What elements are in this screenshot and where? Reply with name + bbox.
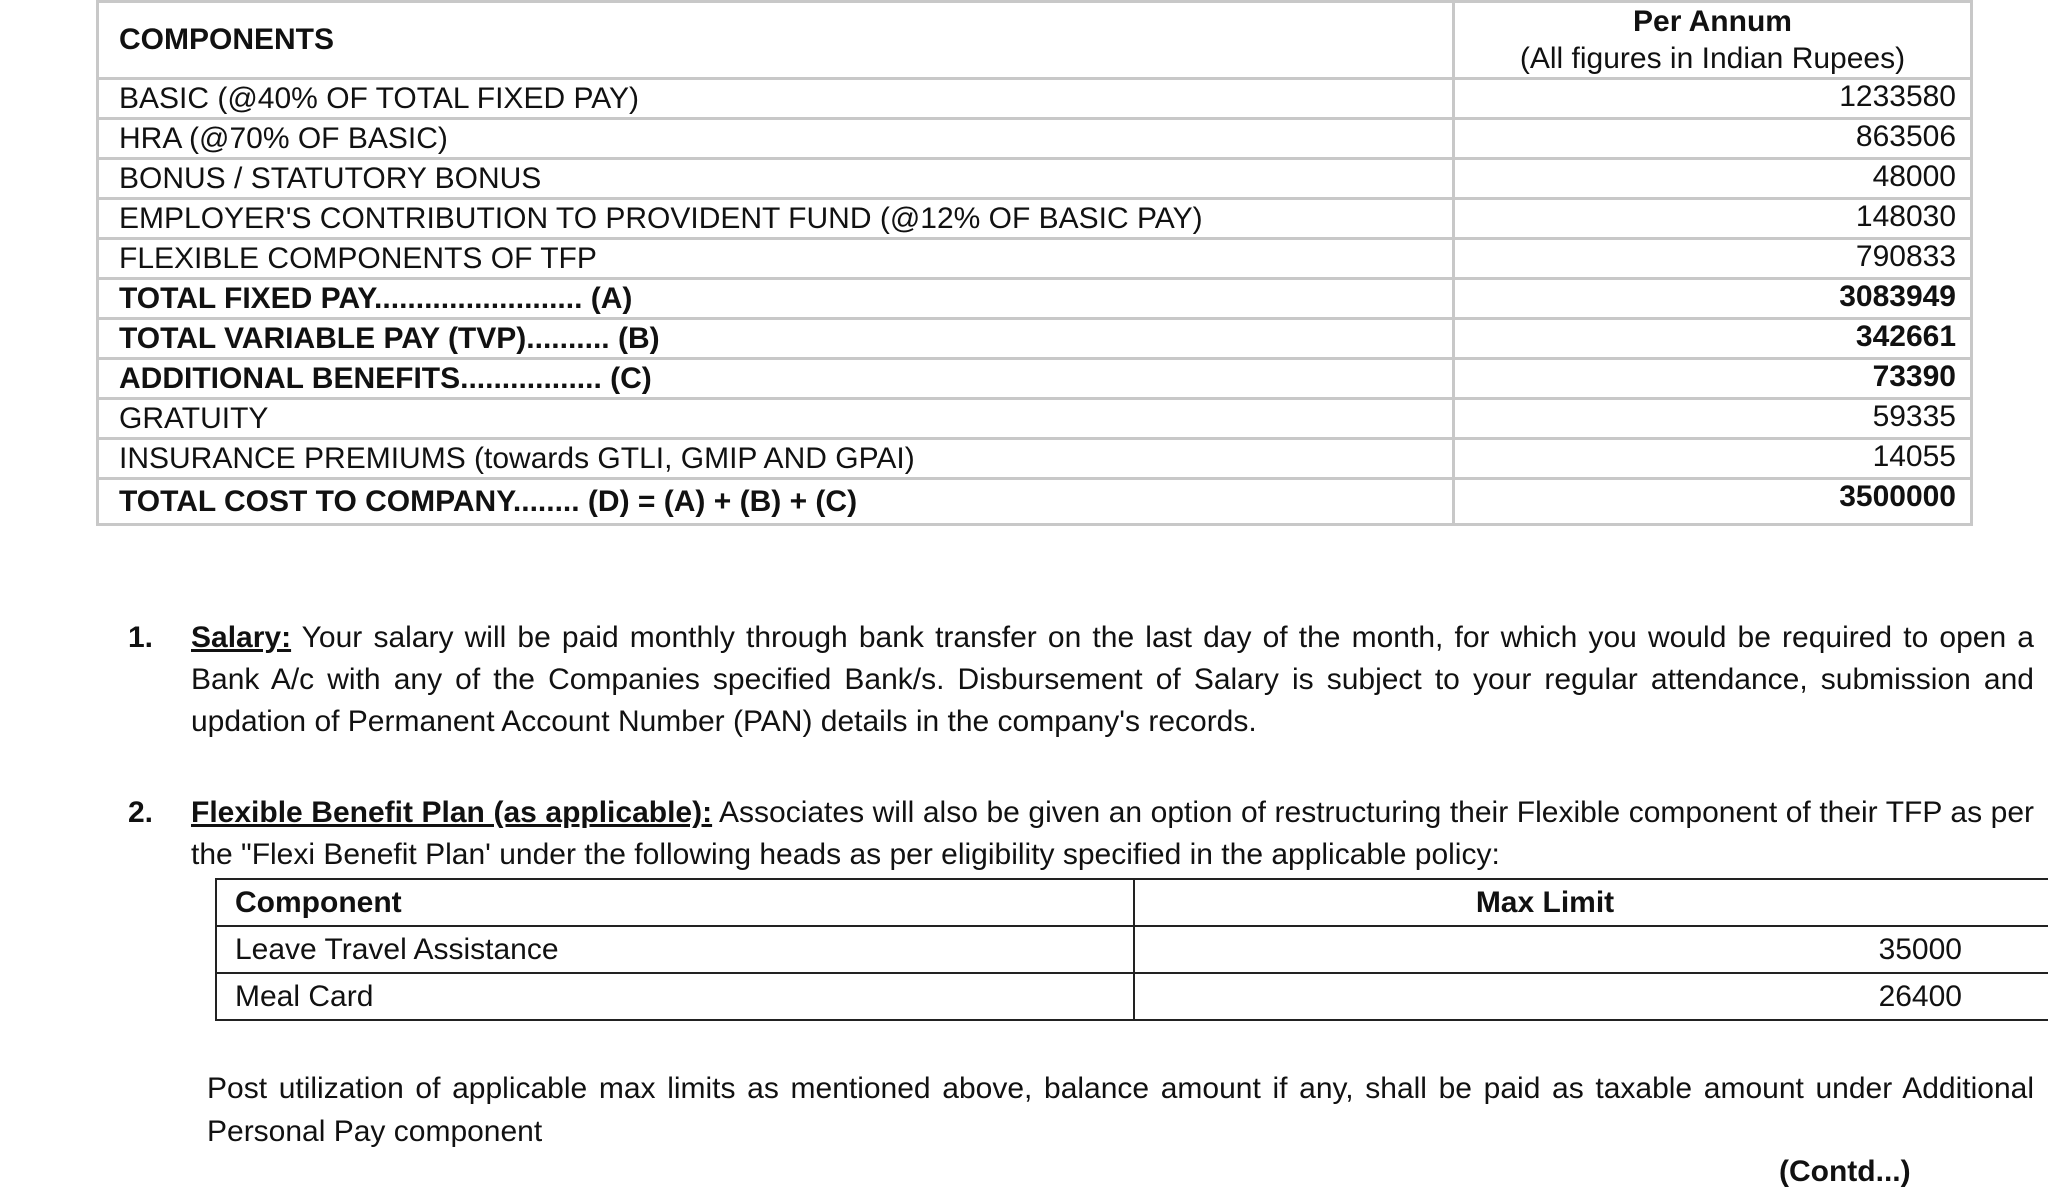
component-amount: 790833 xyxy=(1454,239,1972,279)
table-row xyxy=(98,399,1972,439)
component-amount: 14055 xyxy=(1454,439,1972,479)
total-variable-pay-amount: 342661 xyxy=(1454,319,1972,359)
component-label: GRATUITY xyxy=(98,399,1454,439)
components-header: COMPONENTS xyxy=(98,2,1454,79)
additional-benefits-amount: 73390 xyxy=(1454,359,1972,399)
table-row xyxy=(98,439,1972,479)
subtotal-row xyxy=(98,319,1972,359)
component-header: Component xyxy=(216,879,1134,926)
currency-note: (All figures in Indian Rupees) xyxy=(1519,42,1906,75)
total-variable-pay-label: TOTAL VARIABLE PAY (TVP).......... (B) xyxy=(98,319,1454,359)
table-row xyxy=(98,119,1972,159)
total-fixed-pay-label: TOTAL FIXED PAY......................... (A) xyxy=(98,279,1454,319)
component-amount: 1233580 xyxy=(1454,79,1972,119)
continued-marker: (Contd...) xyxy=(1779,1155,1911,1188)
table-row xyxy=(216,973,2048,1020)
flexible-benefit-clause xyxy=(128,792,2034,876)
clause-heading: Flexible Benefit Plan (as applicable): xyxy=(191,796,713,829)
component-label: BONUS / STATUTORY BONUS xyxy=(98,159,1454,199)
component-amount: 59335 xyxy=(1454,399,1972,439)
component-label: FLEXIBLE COMPONENTS OF TFP xyxy=(98,239,1454,279)
clause-body xyxy=(191,617,2034,743)
post-utilization-note: Post utilization of applicable max limits as mentioned above, balance amount if any, shall be paid as taxable amount under Additional Personal Pay component xyxy=(207,1072,2034,1148)
component-label: INSURANCE PREMIUMS (towards GTLI, GMIP AND GPAI) xyxy=(98,439,1454,479)
component-amount: 863506 xyxy=(1454,119,1972,159)
table-row xyxy=(98,199,1972,239)
component-label: BASIC (@40% OF TOTAL FIXED PAY) xyxy=(98,79,1454,119)
flexi-component-label: Meal Card xyxy=(216,973,1134,1020)
salary-clause xyxy=(128,617,2034,743)
clause-number: 2. xyxy=(128,796,154,829)
flexi-max-limit: 26400 xyxy=(1134,973,2048,1020)
flexi-benefit-table xyxy=(215,878,2048,1021)
total-ctc-amount: 3500000 xyxy=(1454,479,1972,525)
table-row xyxy=(216,926,2048,973)
clause-text: Your salary will be paid monthly through bank transfer on the last day of the month, for which you would be required to open a Bank A/c with any of the Companies specified Bank/s. Disbursement of Salary is subject to your regular attendance, submission and updation of Permanent Account Number (PAN) details in the company's records. xyxy=(191,621,2034,738)
clause-text: Associates will also be given an option of restructuring their Flexible component of their TFP as per the "Flexi Benefit Plan' under the following heads as per eligibility specified in the applicable policy: xyxy=(191,796,2035,871)
total-fixed-pay-amount: 3083949 xyxy=(1454,279,1972,319)
flexi-component-label: Leave Travel Assistance xyxy=(216,926,1134,973)
additional-benefits-label: ADDITIONAL BENEFITS................. (C) xyxy=(98,359,1454,399)
component-amount: 148030 xyxy=(1454,199,1972,239)
table-row xyxy=(98,239,1972,279)
component-label: EMPLOYER'S CONTRIBUTION TO PROVIDENT FUND (@12% OF BASIC PAY) xyxy=(98,199,1454,239)
clause-heading: Salary: xyxy=(191,621,292,654)
subtotal-row xyxy=(98,279,1972,319)
compensation-table-header xyxy=(98,2,1972,79)
component-label: HRA (@70% OF BASIC) xyxy=(98,119,1454,159)
clause-number: 1. xyxy=(128,621,154,654)
max-limit-header: Max Limit xyxy=(1134,879,2048,926)
per-annum-title: Per Annum xyxy=(1633,5,1792,38)
flexi-max-limit: 35000 xyxy=(1134,926,2048,973)
total-ctc-row xyxy=(98,479,1972,525)
table-row xyxy=(98,79,1972,119)
compensation-table xyxy=(96,0,1973,526)
total-ctc-label: TOTAL COST TO COMPANY........ (D) = (A) + (B) + (C) xyxy=(98,479,1454,525)
component-amount: 48000 xyxy=(1454,159,1972,199)
table-row xyxy=(98,159,1972,199)
clause-body xyxy=(191,792,2034,876)
per-annum-header xyxy=(1454,2,1972,79)
subtotal-row xyxy=(98,359,1972,399)
flexi-benefit-header xyxy=(216,879,2048,926)
